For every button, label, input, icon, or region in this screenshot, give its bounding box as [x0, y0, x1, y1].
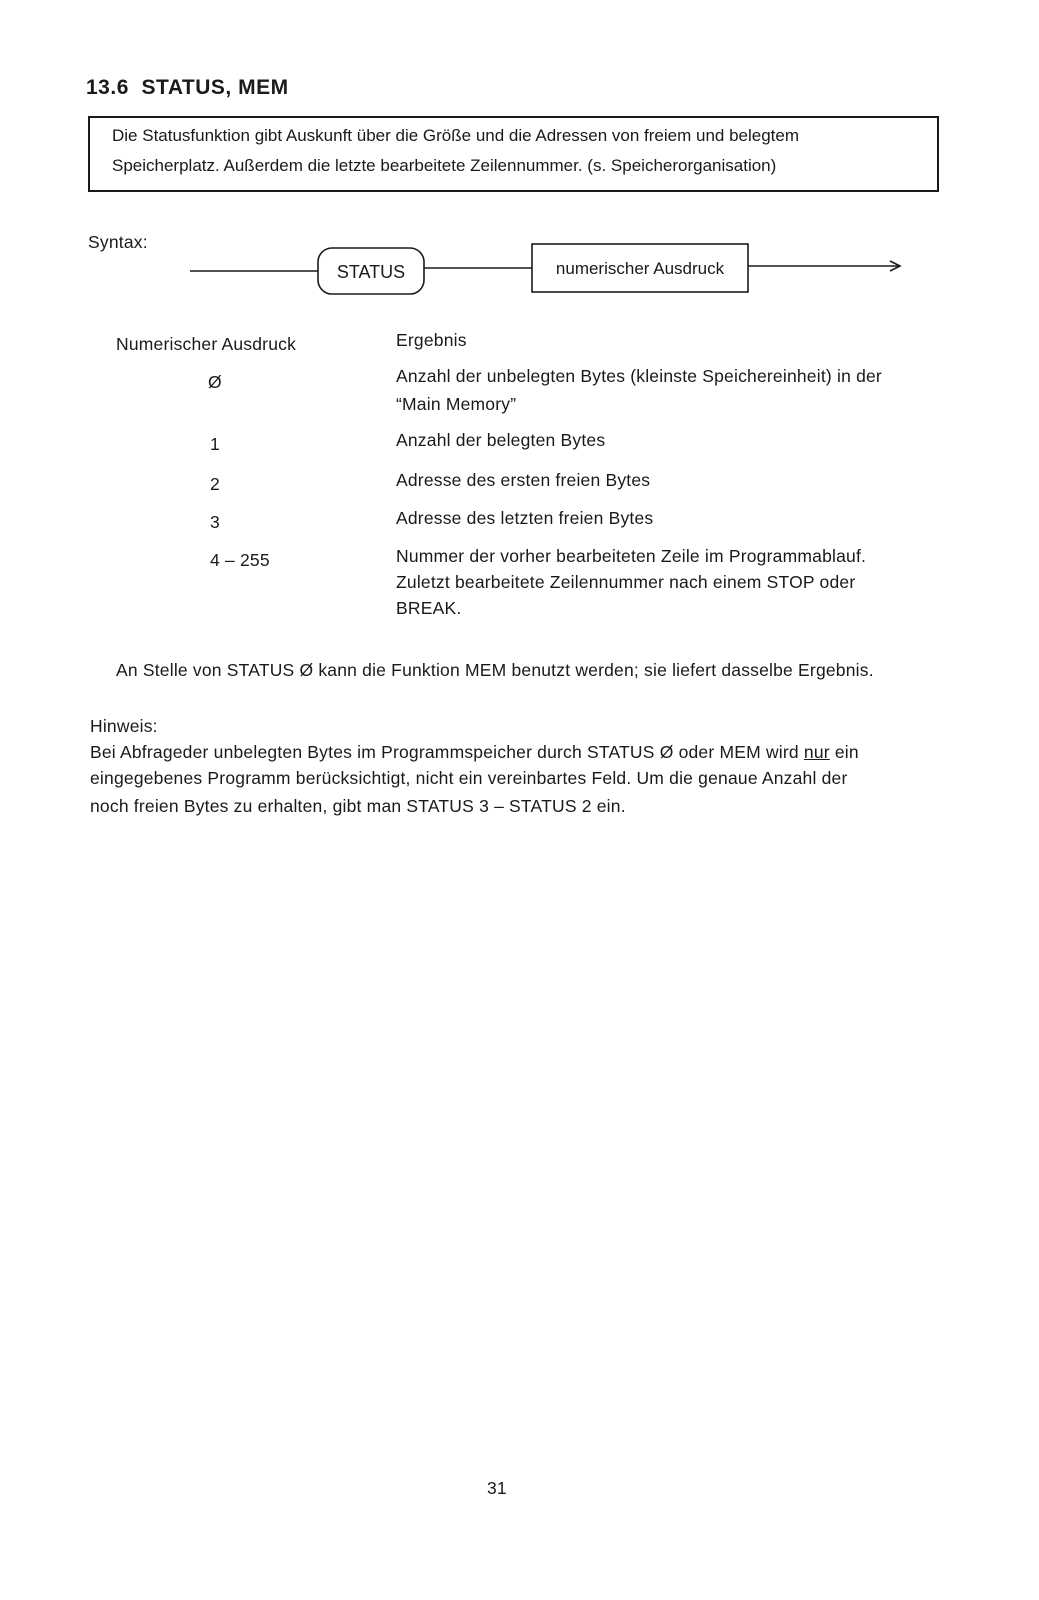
hint-line-3: noch freien Bytes zu erhalten, gibt man STATUS 3 – STATUS 2 ein. [90, 796, 626, 816]
syntax-diagram [180, 236, 920, 306]
table-row-argument: 2 [210, 474, 220, 494]
table-row-result: Nummer der vorher bearbeiteten Zeile im Programmablauf. [396, 546, 867, 566]
table-header-result: Ergebnis [396, 330, 467, 350]
section-title: STATUS, MEM [141, 76, 289, 99]
table-row-result: Adresse des letzten freien Bytes [396, 508, 654, 528]
table-row-result: “Main Memory” [396, 394, 517, 414]
hint-emphasis: nur [803, 742, 830, 762]
table-row-argument: 4 – 255 [210, 550, 270, 570]
hint-line-1 [90, 742, 859, 763]
table-row-result: Anzahl der unbelegten Bytes (kleinste Speichereinheit) in der [396, 366, 882, 386]
table-row-result: Adresse des ersten freien Bytes [396, 470, 651, 490]
hint-label: Hinweis: [90, 716, 158, 736]
description-line-2: Speicherplatz. Außerdem die letzte bearbeitete Zeilennummer. (s. Speicherorganisation) [112, 156, 777, 175]
table-row-result: BREAK. [396, 598, 462, 618]
argument-text: numerischer Ausdruck [555, 259, 725, 278]
section-heading [86, 76, 289, 100]
table-row-result: Zuletzt bearbeitete Zeilennummer nach einem STOP oder [396, 572, 856, 592]
table-header-argument: Numerischer Ausdruck [116, 334, 297, 354]
section-number: 13.6 [86, 76, 129, 99]
keyword-text: STATUS [336, 262, 406, 282]
table-row-result: Anzahl der belegten Bytes [396, 430, 606, 450]
table-row-argument: Ø [208, 372, 222, 392]
description-line-1: Die Statusfunktion gibt Auskunft über die Größe und die Adressen von freiem und belegtem [112, 126, 800, 145]
table-row-argument: 1 [210, 434, 220, 454]
page-number: 31 [487, 1478, 507, 1498]
hint-line-1-text: Bei Abfrageder unbelegten Bytes im Programmspeicher durch STATUS Ø oder MEM wird [90, 742, 804, 762]
table-row-argument: 3 [210, 512, 220, 532]
syntax-label: Syntax: [88, 232, 148, 252]
hint-line-1-end: ein [829, 742, 859, 762]
description-box [88, 116, 939, 192]
hint-line-2: eingegebenes Programm berücksichtigt, nicht ein vereinbartes Feld. Um die genaue Anzahl der [90, 768, 848, 788]
mem-note: An Stelle von STATUS Ø kann die Funktion MEM benutzt werden; sie liefert dasselbe Ergebnis. [116, 660, 874, 680]
